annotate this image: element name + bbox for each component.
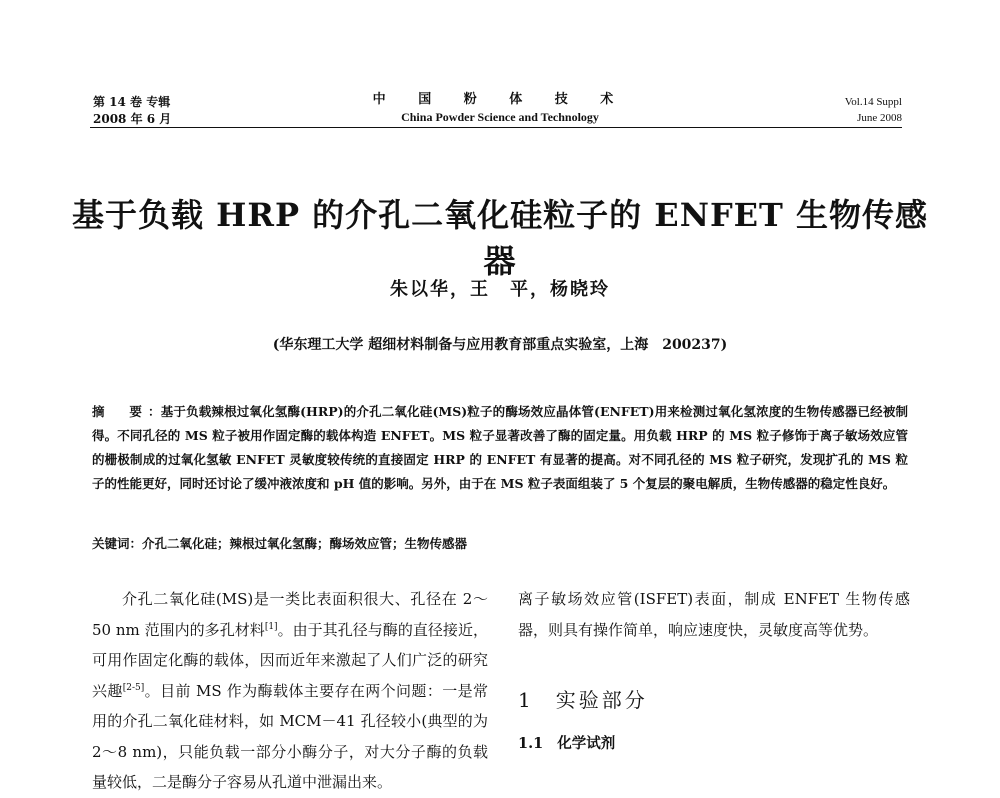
abstract-text: 基于负载辣根过氧化氢酶(HRP)的介孔二氧化硅(MS)粒子的酶场效应晶体管(ENFET)用来检测过氧化氢浓度的生物传感器已经被制得。不同孔径的 MS 粒子被用作固定酶的载体构造 ENFET。MS 粒子显著改善了酶的固定量。用负载 HRP 的 MS 粒子修饰于离子敏场效应管的栅极制成的过氧化氢敏 ENFET 灵敏度较传统的直接固定 HRP 的 ENFET 有显著的提高。对不同孔径的 MS 粒子研究，发现扩孔的 MS 粒子的性能更好，同时还讨论了缓冲液浓度和 pH 值的影响。另外，由于在 MS 粒子表面组装了 5 个复层的聚电解质，生物传感器的稳定性良好。 — [92, 404, 908, 491]
keywords-text: 介孔二氧化硅；辣根过氧化氢酶；酶场效应管；生物传感器 — [142, 536, 468, 551]
intro-text-1: 介孔二氧化硅(MS)是一类比表面积很大、孔径在 2～50 nm 范围内的多孔材料 — [92, 590, 488, 639]
subsection-title: 化学试剂 — [557, 735, 616, 752]
date-zh: 2008 年 6 月 — [93, 112, 172, 126]
journal-title-zh: 中 国 粉 体 技 术 — [372, 92, 628, 107]
citation-1: [1] — [264, 621, 278, 632]
keywords-label: 关键词： — [92, 536, 143, 551]
subsection-heading — [518, 732, 615, 753]
journal-title-en: China Powder Science and Technology — [401, 110, 599, 124]
intro-paragraph — [92, 584, 488, 798]
running-header-right — [845, 94, 902, 126]
abstract-colon: ： — [148, 404, 161, 419]
article-affiliation: (华东理工大学 超细材料制备与应用教育部重点实验室，上海 200237) — [272, 337, 728, 353]
intro-text-2: 。由于其孔径与酶的直径接近，可用作固定化酶的载体，因而近年来激起了人们广泛的研究兴趣 — [92, 620, 488, 700]
section-heading — [518, 684, 648, 713]
intro-text-3: 。目前 MS 作为酶载体主要存在两个问题：一是常用的介孔二氧化硅材料，如 MCM－41 孔径较小(典型的为 2～8 nm)，只能负载一部分小酶分子，对大分子酶的负载量较低，二是酶分子容易从孔道中泄漏出来。 — [92, 681, 488, 791]
section-title: 实验部分 — [555, 688, 648, 712]
running-header-left — [93, 94, 171, 128]
volume-zh: 第 14 卷 专辑 — [93, 95, 171, 109]
abstract-label: 摘 要 — [92, 404, 149, 419]
citation-2: [2-5] — [122, 682, 145, 693]
keywords — [92, 533, 908, 555]
article-authors: 朱以华，王 平，杨晓玲 — [390, 279, 610, 300]
body-column-right — [518, 584, 910, 645]
subsection-number: 1.1 — [518, 735, 544, 752]
volume-en: Vol.14 Suppl — [844, 96, 902, 108]
abstract — [92, 400, 908, 496]
running-header-center — [340, 91, 660, 125]
body-column-left — [92, 584, 488, 791]
section-number: 1 — [518, 688, 534, 712]
header-rule — [90, 127, 902, 128]
date-en: June 2008 — [857, 112, 902, 124]
right-paragraph: 离子敏场效应管(ISFET)表面，制成 ENFET 生物传感器，则具有操作简单，响应速度快，灵敏度高等优势。 — [518, 590, 910, 639]
article-title: 基于负载 HRP 的介孔二氧化硅粒子的 ENFET 生物传感器 — [71, 196, 929, 280]
